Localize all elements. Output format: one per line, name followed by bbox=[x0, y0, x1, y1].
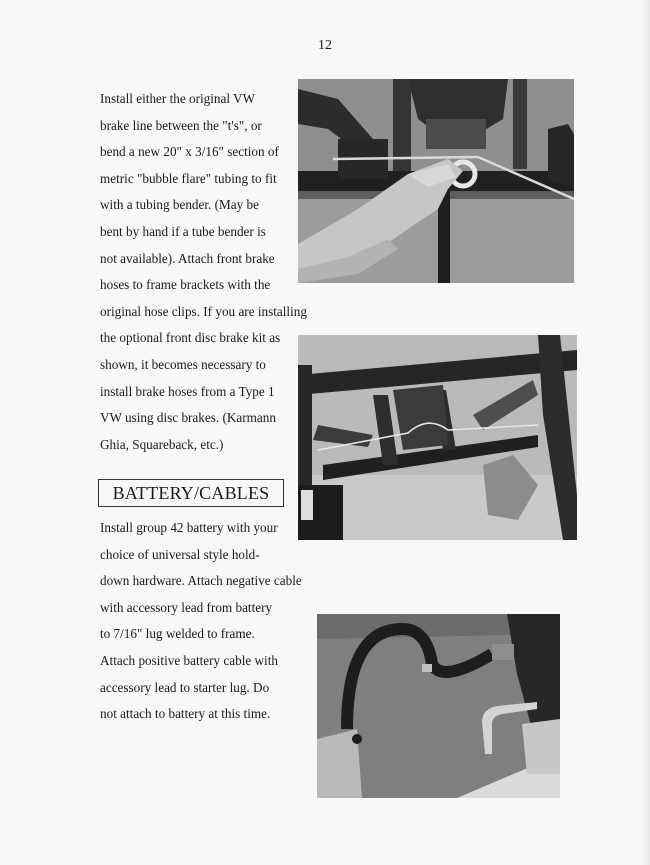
text-line: not available). Attach front brake bbox=[100, 250, 275, 266]
text-line: with a tubing bender. (May be bbox=[100, 197, 259, 213]
photo-bending-brake-line bbox=[298, 79, 574, 283]
text-line: install brake hoses from a Type 1 bbox=[100, 383, 275, 399]
text-line: not attach to battery at this time. bbox=[100, 706, 271, 722]
photo-frame-brake-line-routing bbox=[298, 335, 577, 540]
text-line: choice of universal style hold- bbox=[100, 546, 260, 562]
text-line: to 7/16" lug welded to frame. bbox=[100, 626, 255, 642]
text-line: VW using disc brakes. (Karmann bbox=[100, 410, 276, 426]
text-line: Install group 42 battery with your bbox=[100, 520, 278, 535]
text-line: hoses to frame brackets with the bbox=[100, 277, 271, 293]
brake-line-instructions bbox=[100, 86, 315, 458]
text-line: metric "bubble flare" tubing to fit bbox=[100, 170, 277, 186]
text-line: down hardware. Attach negative cable bbox=[100, 573, 302, 589]
text-line: Attach positive battery cable with bbox=[100, 652, 278, 668]
text-line: brake line between the "t's", or bbox=[100, 117, 262, 133]
text-line: the optional front disc brake kit as bbox=[100, 330, 281, 346]
text-line: bent by hand if a tube bender is bbox=[100, 223, 266, 239]
battery-cable-instructions bbox=[100, 515, 315, 728]
page-edge-shadow bbox=[642, 0, 650, 865]
text-line: original hose clips. If you are installing bbox=[100, 303, 307, 319]
photo-brake-hose-fitting bbox=[317, 614, 560, 798]
text-line: with accessory lead from battery bbox=[100, 599, 273, 615]
text-line: accessory lead to starter lug. Do bbox=[100, 679, 270, 695]
text-line: Ghia, Squareback, etc.) bbox=[100, 436, 224, 452]
text-line: shown, it becomes necessary to bbox=[100, 356, 266, 372]
text-line: bend a new 20" x 3/16" section of bbox=[100, 144, 279, 160]
section-heading-battery-cables: BATTERY/CABLES bbox=[98, 479, 284, 507]
page-number: 12 bbox=[318, 38, 332, 53]
text-line: Install either the original VW bbox=[100, 91, 256, 106]
